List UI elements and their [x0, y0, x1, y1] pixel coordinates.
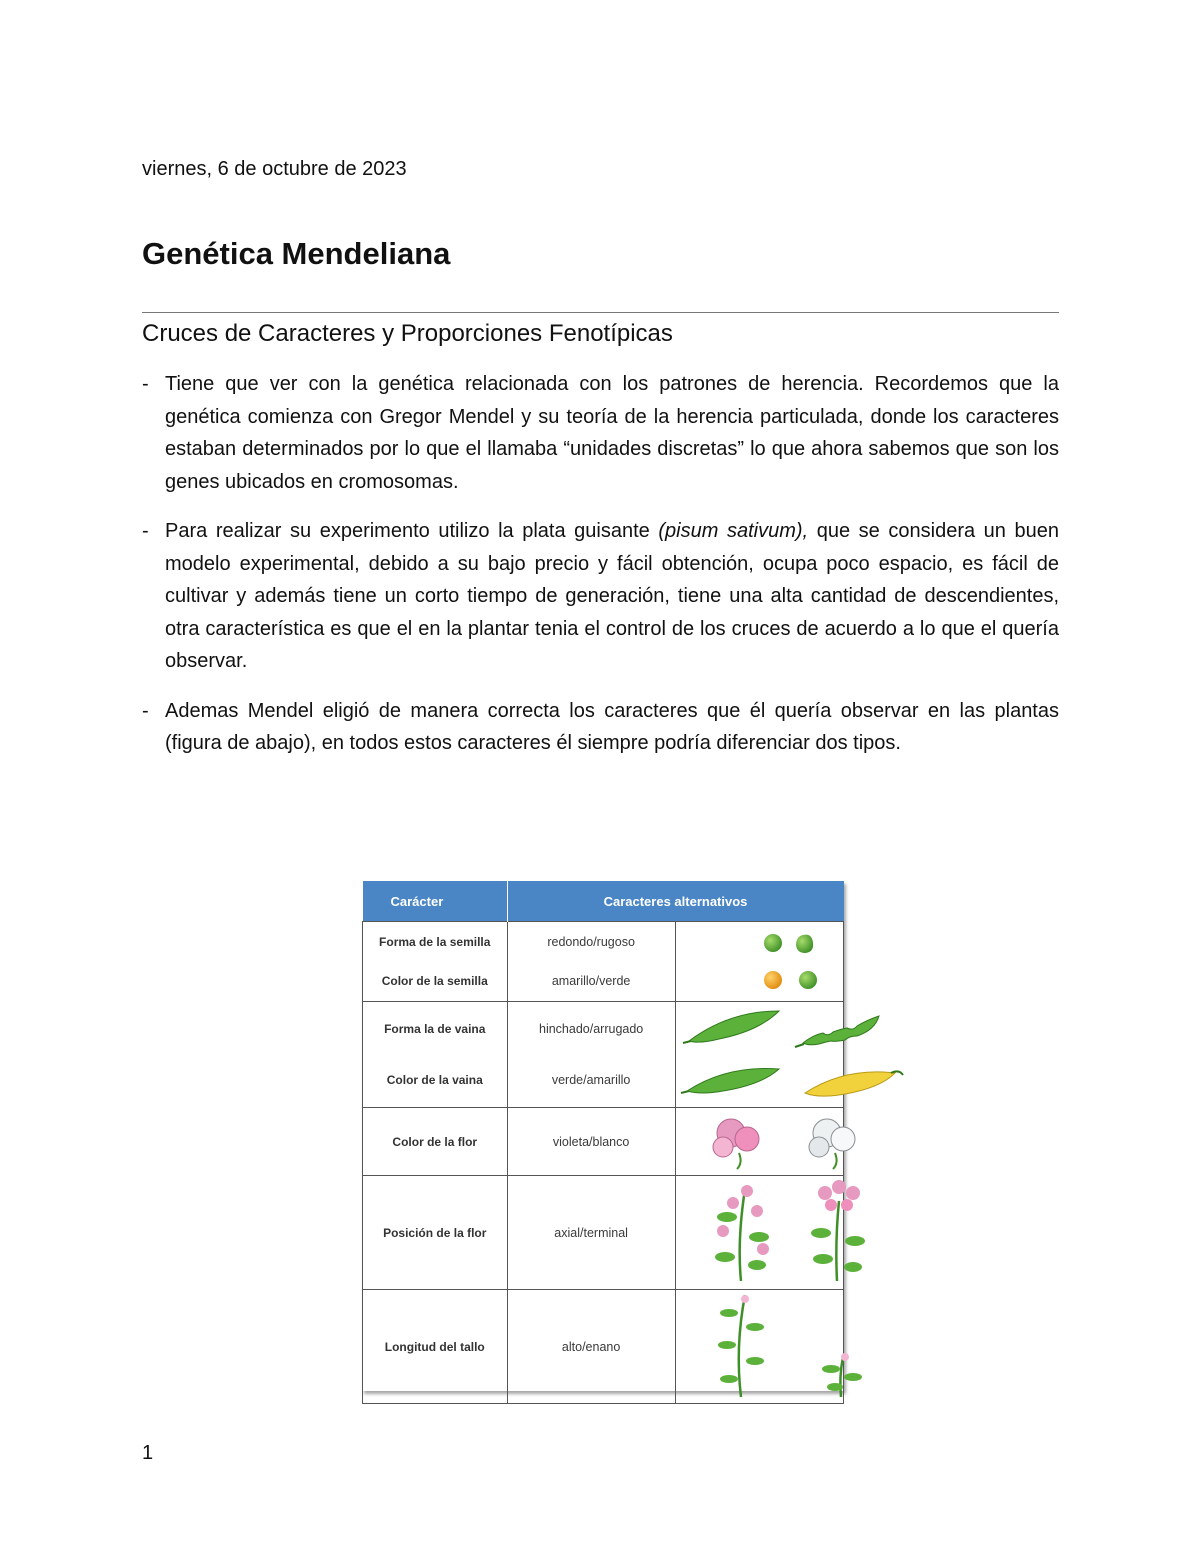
bullet-text: Ademas Mendel eligió de manera correcta los caracteres que él quería observar en las plantas (figura de abajo), en todos estos caracteres él siempre podría diferenciar dos tipos. [165, 699, 1059, 754]
page-number: 1 [142, 1442, 154, 1464]
alt-forma-semilla: redondo/rugoso [547, 935, 635, 950]
bullet-marker: - [142, 699, 149, 722]
alternatives-cell [507, 922, 675, 1002]
flower-color-illustration [677, 1109, 913, 1171]
header-character: Carácter [363, 881, 508, 922]
table-row-seeds [363, 922, 844, 1002]
character-cell [363, 1002, 508, 1108]
bullet-text-continued: que se considera un buen modelo experimental, debido a su bajo precio y fácil obtención, ocupa poco espacio, es fácil de cultivar y además tiene un corto tiempo de generación, tiene una alta cantidad de descendientes, otra característica es que el en la plantar tenia el control de los cruces de acuerdo a lo que el quería observar. [165, 520, 1060, 672]
terminal-plant-icon [811, 1180, 865, 1281]
flower-position-illustration [677, 1177, 913, 1285]
alt-color-flor: violeta/blanco [507, 1108, 675, 1176]
pods-illustration-cell [675, 1002, 843, 1108]
char-forma-vaina: Forma la de vaina [384, 1021, 486, 1036]
char-posicion-flor: Posición de la flor [363, 1176, 508, 1290]
title-divider [142, 312, 1059, 313]
document-title: Genética Mendeliana [142, 236, 451, 271]
green-pod-icon [681, 1068, 779, 1093]
characters-table [362, 881, 844, 1404]
table-row-flower-color [363, 1108, 844, 1176]
char-longitud-tallo: Longitud del tallo [363, 1290, 508, 1404]
char-forma-semilla: Forma de la semilla [379, 935, 491, 950]
bullet-item [142, 368, 1059, 498]
bullet-item [142, 515, 1059, 678]
alt-color-vaina: verde/amarillo [551, 1073, 631, 1088]
document-date: viernes, 6 de octubre de 2023 [142, 158, 407, 180]
tall-plant-icon [718, 1295, 764, 1397]
character-cell [363, 922, 508, 1002]
wrinkled-seed-icon [796, 935, 813, 953]
dwarf-plant-icon [822, 1353, 862, 1397]
bullet-marker: - [142, 520, 149, 542]
yellow-pod-icon [805, 1071, 903, 1096]
seeds-illustration [677, 923, 913, 997]
table-row-pods [363, 1002, 844, 1108]
seeds-illustration-cell [675, 922, 843, 1002]
bullet-item [142, 695, 1059, 760]
alternatives-cell [507, 1002, 675, 1108]
bullet-text: Tiene que ver con la genética relacionada con los patrones de herencia. Recordemos que la genética comienza con Gregor Mendel y su teoría de la herencia particulada, donde los caracteres estaban determinados por lo que el llamaba “unidades discretas” lo que ahora sabemos que son los genes ubicados en cromosomas. [165, 373, 1059, 493]
stem-length-illustration-cell [675, 1290, 843, 1404]
bullet-marker: - [142, 373, 149, 395]
section-heading: Cruces de Caracteres y Proporciones Fenotípicas [142, 320, 673, 347]
table-row-flower-position [363, 1176, 844, 1290]
header-alternatives: Caracteres alternativos [507, 881, 844, 922]
round-seed-icon [764, 934, 782, 952]
char-color-flor: Color de la flor [363, 1108, 508, 1176]
yellow-seed-icon [764, 971, 782, 989]
alt-forma-vaina: hinchado/arrugado [539, 1021, 644, 1036]
constricted-pod-icon [795, 1016, 879, 1047]
axial-plant-icon [715, 1185, 769, 1281]
stem-length-illustration [677, 1291, 913, 1399]
char-color-semilla: Color de la semilla [381, 973, 488, 988]
alt-posicion-flor: axial/terminal [507, 1176, 675, 1290]
table-row-stem-length [363, 1290, 844, 1404]
violet-flower-icon [713, 1119, 759, 1169]
bullet-text: Para realizar su experimento utilizo la plata guisante [165, 520, 659, 542]
inflated-pod-icon [683, 1011, 779, 1043]
flower-color-illustration-cell [675, 1108, 843, 1176]
char-color-vaina: Color de la vaina [386, 1073, 483, 1088]
species-name: (pisum sativum), [658, 520, 809, 542]
alt-color-semilla: amarillo/verde [551, 973, 631, 988]
pods-illustration [677, 1003, 913, 1103]
white-flower-icon [809, 1119, 855, 1169]
green-seed-icon [799, 971, 817, 989]
table-header-row [363, 881, 844, 922]
flower-position-illustration-cell [675, 1176, 843, 1290]
alt-longitud-tallo: alto/enano [507, 1290, 675, 1404]
bullet-list [142, 368, 1059, 777]
mendel-characters-figure [362, 881, 844, 1391]
